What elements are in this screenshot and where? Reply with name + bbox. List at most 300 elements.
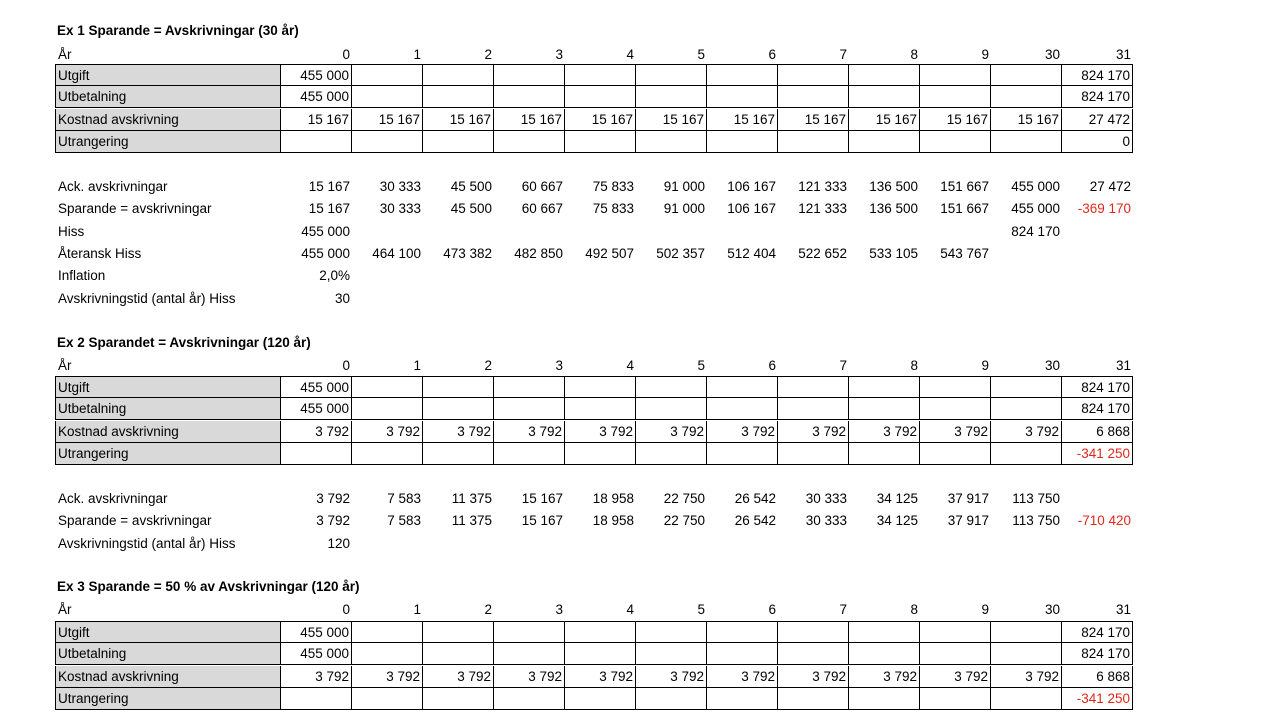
year-header-cell: 30 <box>1044 47 1060 62</box>
summary-cell <box>778 288 849 310</box>
summary-cell <box>1062 265 1133 287</box>
table-cell[interactable] <box>991 621 1062 643</box>
table-cell[interactable] <box>991 131 1062 153</box>
summary-cell <box>565 265 636 287</box>
table-cell[interactable] <box>991 398 1062 420</box>
table-cell[interactable] <box>281 443 352 465</box>
summary-cell: 151 667 <box>940 201 989 217</box>
year-header-cell: 9 <box>981 47 989 62</box>
year-header-cell: 8 <box>910 602 918 617</box>
table-cell[interactable]: 824 170 <box>1062 621 1133 643</box>
summary-cell <box>1062 243 1133 265</box>
summary-cell <box>352 288 423 310</box>
table-cell[interactable] <box>778 398 849 420</box>
table-cell[interactable]: 15 167 <box>494 109 565 131</box>
table-cell[interactable]: 3 792 <box>565 421 636 443</box>
summary-label: Avskrivningstid (antal år) Hiss <box>58 535 236 551</box>
table-cell[interactable] <box>565 688 636 710</box>
table-cell[interactable] <box>494 643 565 665</box>
table-cell[interactable]: 0 <box>1062 131 1133 153</box>
table-cell[interactable]: 3 792 <box>991 421 1062 443</box>
table-row <box>55 64 1136 86</box>
table-cell[interactable] <box>849 86 920 108</box>
summary-cell: 30 333 <box>379 179 421 194</box>
table-cell[interactable] <box>991 643 1062 665</box>
summary-cell: -710 420 <box>1077 513 1131 529</box>
summary-cell: 30 <box>334 290 350 306</box>
table-cell[interactable] <box>352 86 423 108</box>
table-cell[interactable] <box>565 64 636 86</box>
row-label-cell[interactable]: Kostnad avskrivning <box>55 109 281 131</box>
year-header-cell: 8 <box>910 358 918 373</box>
summary-label: Sparande = avskrivningar <box>58 513 212 529</box>
summary-row <box>55 176 1136 198</box>
table-cell[interactable] <box>494 131 565 153</box>
table-cell[interactable] <box>565 398 636 420</box>
summary-cell <box>636 221 707 243</box>
table-cell[interactable]: 3 792 <box>281 421 352 443</box>
summary-cell <box>849 533 920 555</box>
summary-cell: 26 542 <box>734 513 776 529</box>
table-cell[interactable] <box>281 131 352 153</box>
year-header-cell: 6 <box>768 358 776 373</box>
summary-cell <box>1062 288 1133 310</box>
table-cell[interactable]: 15 167 <box>352 109 423 131</box>
table-row <box>55 643 1136 665</box>
table-cell[interactable] <box>991 86 1062 108</box>
table-cell[interactable]: 3 792 <box>920 421 991 443</box>
summary-cell: 2,0% <box>319 268 350 284</box>
row-label-cell[interactable]: Utrangering <box>55 131 281 153</box>
year-header-cell: 2 <box>484 358 492 373</box>
table-cell[interactable] <box>849 64 920 86</box>
summary-cell: 106 167 <box>727 179 776 194</box>
table-cell[interactable] <box>423 398 494 420</box>
summary-cell: 22 750 <box>663 513 705 529</box>
table-cell[interactable] <box>849 688 920 710</box>
row-label-cell[interactable]: Utrangering <box>55 443 281 465</box>
table-cell[interactable] <box>920 443 991 465</box>
table-cell[interactable] <box>849 131 920 153</box>
table-row <box>55 86 1136 108</box>
table-cell[interactable] <box>636 86 707 108</box>
year-header-cell: 6 <box>768 602 776 617</box>
table-cell[interactable] <box>352 643 423 665</box>
table-cell[interactable]: 455 000 <box>281 643 352 665</box>
table-cell[interactable] <box>352 621 423 643</box>
summary-cell: 136 500 <box>869 179 918 194</box>
summary-cell: 106 167 <box>727 201 776 217</box>
table-row <box>55 621 1136 643</box>
table-cell[interactable]: 3 792 <box>352 666 423 688</box>
table-cell[interactable]: 15 167 <box>849 109 920 131</box>
table-cell[interactable] <box>707 443 778 465</box>
table-row <box>55 421 1136 443</box>
summary-cell <box>352 265 423 287</box>
table-cell[interactable] <box>707 86 778 108</box>
summary-cell: 492 507 <box>585 245 634 261</box>
table-cell[interactable] <box>707 376 778 398</box>
table-cell[interactable] <box>636 443 707 465</box>
row-label-cell[interactable]: Kostnad avskrivning <box>55 666 281 688</box>
summary-cell: 26 542 <box>734 491 776 506</box>
summary-row <box>55 288 1136 310</box>
summary-cell: 37 917 <box>947 491 989 506</box>
table-cell[interactable]: 3 792 <box>352 421 423 443</box>
summary-cell <box>920 533 991 555</box>
summary-cell: 113 750 <box>1012 491 1060 506</box>
table-cell[interactable]: 15 167 <box>565 109 636 131</box>
year-header-cell: 5 <box>697 47 705 62</box>
summary-cell: 45 500 <box>450 179 492 194</box>
row-label-cell[interactable]: Utgift <box>55 64 281 86</box>
row-label-cell[interactable]: Utrangering <box>55 688 281 710</box>
year-header-cell: 31 <box>1115 358 1131 373</box>
table-row <box>55 666 1136 688</box>
table-cell[interactable] <box>494 688 565 710</box>
summary-cell: 60 667 <box>521 201 563 217</box>
year-header-cell: 31 <box>1115 602 1131 617</box>
table-cell[interactable] <box>920 86 991 108</box>
table-cell[interactable] <box>423 643 494 665</box>
table-cell[interactable] <box>636 688 707 710</box>
summary-cell <box>352 221 423 243</box>
table-cell[interactable] <box>778 621 849 643</box>
year-header-cell: 0 <box>342 47 350 62</box>
summary-cell: 533 105 <box>869 245 918 261</box>
table-cell[interactable]: 3 792 <box>636 421 707 443</box>
summary-cell <box>1062 221 1133 243</box>
table-cell[interactable] <box>352 398 423 420</box>
summary-row <box>55 533 1136 555</box>
summary-cell: 22 750 <box>663 491 705 506</box>
summary-cell: 7 583 <box>387 491 421 506</box>
summary-cell <box>707 533 778 555</box>
summary-cell: 91 000 <box>663 201 705 217</box>
summary-cell <box>636 533 707 555</box>
table-cell[interactable] <box>494 621 565 643</box>
summary-cell: 60 667 <box>521 179 563 194</box>
table-cell[interactable]: 3 792 <box>423 666 494 688</box>
summary-cell: 455 000 <box>1011 179 1060 194</box>
summary-cell: 121 333 <box>798 201 847 217</box>
summary-cell <box>991 288 1062 310</box>
table-cell[interactable]: 3 792 <box>636 666 707 688</box>
table-cell[interactable] <box>636 64 707 86</box>
table-cell[interactable] <box>423 376 494 398</box>
table-cell[interactable]: 3 792 <box>494 421 565 443</box>
table-cell[interactable] <box>849 643 920 665</box>
table-cell[interactable]: 15 167 <box>778 109 849 131</box>
table-cell[interactable] <box>565 131 636 153</box>
table-cell[interactable]: 455 000 <box>281 398 352 420</box>
table-cell[interactable] <box>423 688 494 710</box>
table-cell[interactable]: 455 000 <box>281 621 352 643</box>
table-cell[interactable] <box>565 376 636 398</box>
summary-cell: 151 667 <box>940 179 989 194</box>
table-cell[interactable] <box>707 621 778 643</box>
summary-cell: 37 917 <box>947 513 989 529</box>
year-header-cell: 30 <box>1044 358 1060 373</box>
summary-label: Ack. avskrivningar <box>58 491 168 506</box>
summary-cell: -369 170 <box>1077 201 1131 217</box>
summary-cell: 473 382 <box>443 245 492 261</box>
summary-label: Återansk Hiss <box>58 245 142 261</box>
table-cell[interactable]: 824 170 <box>1062 64 1133 86</box>
summary-cell <box>1062 488 1133 510</box>
summary-cell: 3 792 <box>316 491 350 506</box>
table-cell[interactable] <box>352 376 423 398</box>
table-cell[interactable] <box>849 621 920 643</box>
summary-cell: 18 958 <box>592 513 634 529</box>
row-label-cell[interactable]: Utgift <box>55 621 281 643</box>
table-cell[interactable] <box>423 443 494 465</box>
table-row <box>55 688 1136 710</box>
summary-cell: 30 333 <box>805 513 847 529</box>
table-cell[interactable] <box>565 643 636 665</box>
table-cell[interactable] <box>920 398 991 420</box>
summary-cell: 45 500 <box>450 201 492 217</box>
year-header-cell: 30 <box>1044 602 1060 617</box>
table-cell[interactable]: 824 170 <box>1062 86 1133 108</box>
table-cell[interactable]: 824 170 <box>1062 643 1133 665</box>
year-header-cell: 1 <box>413 358 421 373</box>
summary-cell: 464 100 <box>372 245 421 261</box>
table-cell[interactable] <box>707 643 778 665</box>
table-cell[interactable]: 455 000 <box>281 64 352 86</box>
table-cell[interactable]: 3 792 <box>707 666 778 688</box>
table-cell[interactable]: 3 792 <box>423 421 494 443</box>
table-cell[interactable] <box>565 443 636 465</box>
table-cell[interactable]: 27 472 <box>1062 109 1133 131</box>
summary-cell <box>565 288 636 310</box>
year-header-cell: 7 <box>839 602 847 617</box>
table-cell[interactable] <box>281 688 352 710</box>
summary-cell <box>494 265 565 287</box>
table-cell[interactable] <box>991 688 1062 710</box>
summary-cell <box>1062 533 1133 555</box>
summary-cell: 30 333 <box>379 201 421 217</box>
row-label-cell[interactable]: Kostnad avskrivning <box>55 421 281 443</box>
table-cell[interactable] <box>778 131 849 153</box>
table-cell[interactable] <box>991 443 1062 465</box>
table-cell[interactable]: 3 792 <box>849 666 920 688</box>
summary-cell: 91 000 <box>663 179 705 194</box>
table-cell[interactable] <box>423 131 494 153</box>
table-cell[interactable]: 3 792 <box>281 666 352 688</box>
table-cell[interactable] <box>423 621 494 643</box>
table-cell[interactable]: 15 167 <box>920 109 991 131</box>
summary-cell <box>707 288 778 310</box>
table-cell[interactable] <box>494 86 565 108</box>
table-cell[interactable] <box>636 398 707 420</box>
table-cell[interactable]: 455 000 <box>281 86 352 108</box>
table-cell[interactable] <box>778 64 849 86</box>
summary-cell <box>494 288 565 310</box>
table-cell[interactable]: 15 167 <box>991 109 1062 131</box>
table-cell[interactable] <box>707 398 778 420</box>
table-cell[interactable] <box>849 398 920 420</box>
table-cell[interactable]: -341 250 <box>1062 443 1133 465</box>
table-cell[interactable] <box>636 131 707 153</box>
table-cell[interactable] <box>920 621 991 643</box>
table-cell[interactable] <box>778 443 849 465</box>
year-header-row <box>55 355 1136 377</box>
summary-cell: 7 583 <box>387 513 421 529</box>
summary-row <box>55 488 1136 510</box>
summary-cell <box>494 221 565 243</box>
summary-label: Sparande = avskrivningar <box>58 201 212 217</box>
table-cell[interactable] <box>352 64 423 86</box>
table-cell[interactable]: 6 868 <box>1062 421 1133 443</box>
year-header-cell: 4 <box>626 47 634 62</box>
table-cell[interactable] <box>920 64 991 86</box>
summary-cell: 455 000 <box>301 245 350 261</box>
table-cell[interactable]: 15 167 <box>707 109 778 131</box>
year-header-cell: 8 <box>910 47 918 62</box>
table-cell[interactable] <box>849 376 920 398</box>
summary-cell <box>991 243 1062 265</box>
year-header-cell: 2 <box>484 47 492 62</box>
table-cell[interactable] <box>920 688 991 710</box>
summary-label: Hiss <box>58 223 85 239</box>
summary-cell: 75 833 <box>592 201 634 217</box>
summary-cell: 15 167 <box>308 179 350 194</box>
table-cell[interactable] <box>920 376 991 398</box>
table-cell[interactable]: 824 170 <box>1062 376 1133 398</box>
table-cell[interactable] <box>991 64 1062 86</box>
year-header-cell: 4 <box>626 358 634 373</box>
section-title: Ex 1 Sparande = Avskrivningar (30 år) <box>57 23 299 38</box>
table-cell[interactable] <box>565 86 636 108</box>
year-header-row <box>55 599 1136 621</box>
table-cell[interactable]: 455 000 <box>281 376 352 398</box>
summary-cell <box>920 265 991 287</box>
summary-cell: 512 404 <box>727 245 776 261</box>
row-label-cell[interactable]: Utbetalning <box>55 643 281 665</box>
summary-cell: 455 000 <box>301 223 350 239</box>
table-cell[interactable] <box>494 398 565 420</box>
table-cell[interactable] <box>920 131 991 153</box>
summary-cell <box>849 288 920 310</box>
summary-cell: 522 652 <box>798 245 847 261</box>
table-cell[interactable] <box>636 376 707 398</box>
table-cell[interactable]: 3 792 <box>707 421 778 443</box>
summary-cell: 120 <box>327 535 350 551</box>
table-cell[interactable] <box>991 376 1062 398</box>
summary-cell: 75 833 <box>592 179 634 194</box>
table-cell[interactable]: 3 792 <box>778 666 849 688</box>
year-header-cell: 7 <box>839 358 847 373</box>
table-cell[interactable] <box>707 64 778 86</box>
summary-cell: 34 125 <box>876 513 918 529</box>
year-header-cell: 4 <box>626 602 634 617</box>
table-cell[interactable]: 3 792 <box>565 666 636 688</box>
summary-cell: 121 333 <box>798 179 847 194</box>
year-header-cell: 2 <box>484 602 492 617</box>
table-cell[interactable] <box>707 131 778 153</box>
year-label: År <box>58 47 72 62</box>
summary-cell: 18 958 <box>592 491 634 506</box>
table-cell[interactable] <box>494 376 565 398</box>
table-cell[interactable]: 3 792 <box>991 666 1062 688</box>
table-cell[interactable] <box>494 64 565 86</box>
table-cell[interactable] <box>352 443 423 465</box>
summary-cell <box>636 265 707 287</box>
table-cell[interactable] <box>565 621 636 643</box>
table-cell[interactable] <box>352 688 423 710</box>
summary-cell <box>778 533 849 555</box>
row-label-cell[interactable]: Utbetalning <box>55 398 281 420</box>
year-header-cell: 7 <box>839 47 847 62</box>
table-cell[interactable] <box>920 643 991 665</box>
table-cell[interactable] <box>636 621 707 643</box>
year-header-cell: 3 <box>555 47 563 62</box>
table-row <box>55 109 1136 131</box>
table-cell[interactable]: 15 167 <box>281 109 352 131</box>
table-cell[interactable]: -341 250 <box>1062 688 1133 710</box>
year-header-cell: 6 <box>768 47 776 62</box>
year-header-cell: 3 <box>555 602 563 617</box>
table-cell[interactable]: 3 792 <box>494 666 565 688</box>
summary-cell <box>423 533 494 555</box>
table-cell[interactable] <box>778 86 849 108</box>
table-cell[interactable]: 3 792 <box>849 421 920 443</box>
year-header-cell: 0 <box>342 358 350 373</box>
table-cell[interactable] <box>423 64 494 86</box>
summary-row <box>55 221 1136 243</box>
summary-cell: 11 375 <box>451 491 492 506</box>
table-cell[interactable]: 6 868 <box>1062 666 1133 688</box>
table-cell[interactable] <box>636 643 707 665</box>
table-cell[interactable]: 3 792 <box>920 666 991 688</box>
table-cell[interactable] <box>778 688 849 710</box>
summary-cell: 3 792 <box>316 513 350 529</box>
summary-label: Ack. avskrivningar <box>58 179 168 194</box>
summary-cell <box>707 265 778 287</box>
summary-cell: 15 167 <box>521 513 563 529</box>
table-cell[interactable]: 15 167 <box>423 109 494 131</box>
table-cell[interactable]: 824 170 <box>1062 398 1133 420</box>
table-cell[interactable] <box>849 443 920 465</box>
table-cell[interactable] <box>494 443 565 465</box>
summary-cell <box>849 221 920 243</box>
row-label-cell[interactable]: Utbetalning <box>55 86 281 108</box>
table-cell[interactable] <box>778 376 849 398</box>
table-cell[interactable]: 3 792 <box>778 421 849 443</box>
table-row <box>55 131 1136 153</box>
year-header-cell: 5 <box>697 602 705 617</box>
table-cell[interactable] <box>707 688 778 710</box>
table-cell[interactable]: 15 167 <box>636 109 707 131</box>
summary-cell <box>423 265 494 287</box>
summary-cell <box>778 265 849 287</box>
table-row <box>55 443 1136 465</box>
table-cell[interactable] <box>778 643 849 665</box>
summary-cell <box>707 221 778 243</box>
summary-cell <box>565 221 636 243</box>
table-cell[interactable] <box>352 131 423 153</box>
summary-row <box>55 243 1136 265</box>
table-cell[interactable] <box>423 86 494 108</box>
summary-cell <box>565 533 636 555</box>
row-label-cell[interactable]: Utgift <box>55 376 281 398</box>
year-header-cell: 1 <box>413 47 421 62</box>
year-header-cell: 5 <box>697 358 705 373</box>
section-title: Ex 3 Sparande = 50 % av Avskrivningar (120 år) <box>57 579 360 594</box>
summary-row <box>55 510 1136 532</box>
summary-cell: 502 357 <box>656 245 705 261</box>
